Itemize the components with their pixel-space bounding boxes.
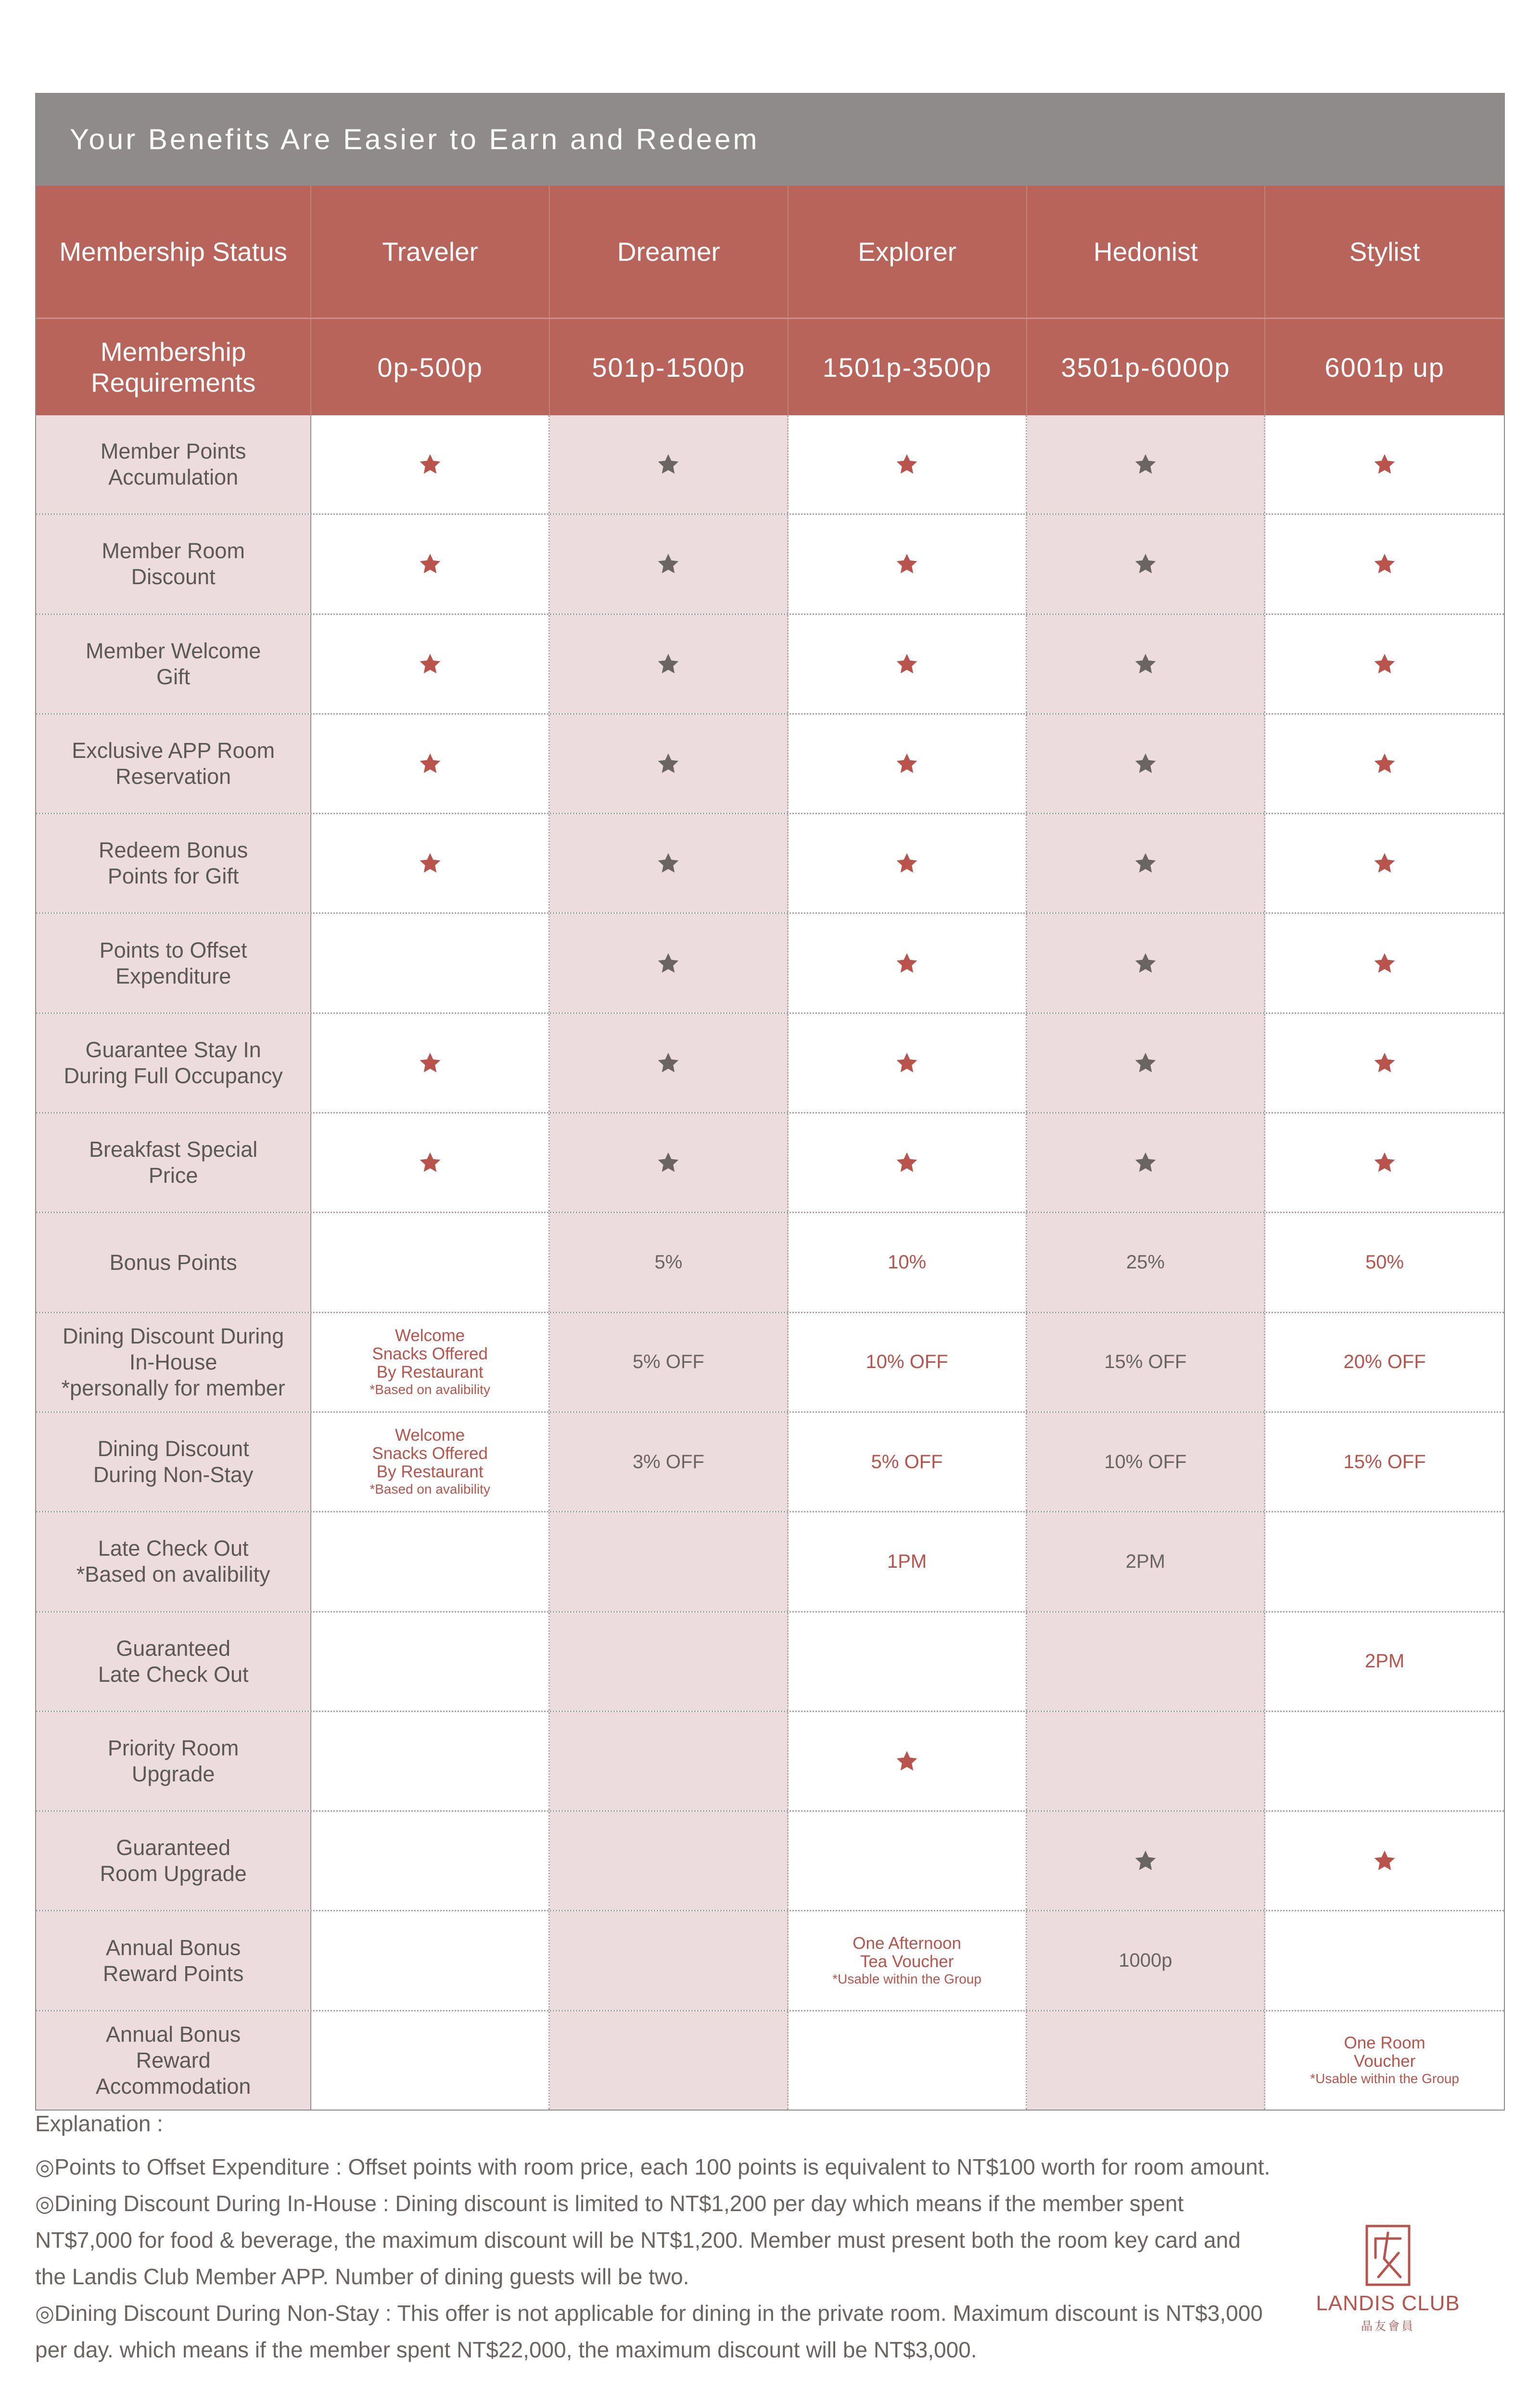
benefit-label: Member Welcome Gift: [36, 615, 311, 713]
benefit-cell-hedonist: [1027, 1413, 1266, 1511]
benefit-row: [36, 1213, 1504, 1313]
benefit-cell-hedonist: [1027, 415, 1266, 513]
star-icon: [1133, 851, 1158, 875]
benefit-cell-stylist: [1265, 914, 1504, 1012]
star-icon: [418, 452, 442, 476]
benefit-cell-dreamer: [550, 1014, 789, 1112]
benefit-value: [1126, 1252, 1165, 1273]
landis-club-logo-icon: [1316, 2224, 1460, 2287]
benefit-row: [36, 914, 1504, 1013]
benefit-cell-hedonist: [1027, 1812, 1266, 1910]
star-icon: [1373, 1051, 1397, 1075]
star-icon: [1133, 452, 1158, 476]
benefit-cell-dreamer: [550, 1512, 789, 1611]
benefit-cell-explorer: [789, 1512, 1027, 1611]
benefit-row: [36, 515, 1504, 614]
benefits-sheet: [35, 93, 1505, 2111]
logo-name: LANDIS CLUB: [1316, 2291, 1460, 2315]
star-icon: [1373, 452, 1397, 476]
landis-club-logo: [1316, 2224, 1460, 2333]
star-icon: [1373, 951, 1397, 975]
requirement-explorer: 1501p-3500p: [789, 319, 1027, 415]
benefit-cell-stylist: [1265, 1313, 1504, 1411]
benefit-cell-dreamer: [550, 814, 789, 912]
benefit-row: [36, 415, 1504, 515]
benefit-label: Breakfast Special Price: [36, 1113, 311, 1212]
explanation: [35, 2105, 1272, 2368]
benefit-cell-dreamer: [550, 1812, 789, 1910]
benefit-value-note: *Based on avalibility: [369, 1382, 490, 1397]
benefit-cell-dreamer: [550, 415, 789, 513]
benefit-value-text: 1PM: [887, 1550, 927, 1572]
benefit-cell-dreamer: [550, 1613, 789, 1711]
benefit-value-text: Welcome Snacks Offered By Restaurant: [372, 1426, 488, 1482]
benefit-value: [633, 1451, 704, 1473]
star-icon: [895, 652, 919, 676]
benefit-value-text: 2PM: [1125, 1550, 1165, 1572]
benefit-cell-hedonist: [1027, 1313, 1266, 1411]
benefit-value: [369, 1426, 490, 1497]
benefit-cell-explorer: [789, 1213, 1027, 1311]
logo-subtitle: 晶友會員: [1361, 2320, 1415, 2333]
membership-status-row: [36, 186, 1504, 319]
star-icon: [1373, 1849, 1397, 1873]
benefit-cell-traveler: [311, 1213, 550, 1311]
explanation-item-dining-in-house: ◎Dining Discount During In-House : Dining discount is limited to NT$1,200 per day which means if the member spent NT$7,000 for food & beverage, the maximum discount will be NT$1,200. Member must present both the room key card and the Landis Club Member APP. Number of dining guests will be two.: [35, 2191, 1241, 2289]
benefit-value: [1365, 1252, 1404, 1273]
star-icon: [895, 1151, 919, 1175]
star-icon: [1133, 1051, 1158, 1075]
benefit-cell-stylist: [1265, 2011, 1504, 2110]
benefit-cell-explorer: [789, 1812, 1027, 1910]
benefit-value: [888, 1252, 926, 1273]
star-icon: [895, 1749, 919, 1773]
star-icon: [418, 1151, 442, 1175]
benefit-row: [36, 1911, 1504, 2011]
membership-status-label: Membership Status: [36, 186, 311, 318]
benefit-cell-hedonist: [1027, 914, 1266, 1012]
benefit-label: Dining Discount During Non-Stay: [36, 1413, 311, 1511]
benefit-cell-hedonist: [1027, 1512, 1266, 1611]
benefit-row: [36, 1712, 1504, 1812]
benefit-value-text: 5% OFF: [632, 1351, 704, 1373]
star-icon: [656, 652, 680, 676]
benefit-row: [36, 1313, 1504, 1413]
benefit-cell-dreamer: [550, 914, 789, 1012]
benefit-row: [36, 615, 1504, 715]
benefit-cell-dreamer: [550, 1213, 789, 1311]
benefit-value-text: 25%: [1126, 1252, 1165, 1273]
benefit-cell-hedonist: [1027, 814, 1266, 912]
benefit-cell-traveler: [311, 615, 550, 713]
benefit-cell-stylist: [1265, 1812, 1504, 1910]
benefit-cell-explorer: [789, 1613, 1027, 1711]
benefit-cell-traveler: [311, 2011, 550, 2110]
benefit-row: [36, 2011, 1504, 2110]
benefit-cell-stylist: [1265, 715, 1504, 813]
benefit-cell-hedonist: [1027, 1113, 1266, 1212]
benefit-cell-explorer: [789, 1911, 1027, 2009]
star-icon: [1133, 752, 1158, 776]
benefit-cell-explorer: [789, 1014, 1027, 1112]
benefit-row: [36, 1613, 1504, 1712]
benefit-value: [832, 1934, 981, 1987]
requirement-traveler: 0p-500p: [311, 319, 550, 415]
explanation-item-dining-non-stay: ◎Dining Discount During Non-Stay : This offer is not applicable for dining in the private room. Maximum discount is NT$3,000 per day. which means if the member spent NT$22,000, the maximum discount will be NT$3,000.: [35, 2301, 1263, 2362]
benefit-value-text: 3% OFF: [632, 1451, 704, 1472]
benefit-cell-dreamer: [550, 1712, 789, 1810]
benefit-cell-stylist: [1265, 1911, 1504, 2009]
benefit-cell-stylist: [1265, 1014, 1504, 1112]
benefit-cell-stylist: [1265, 1113, 1504, 1212]
star-icon: [418, 552, 442, 576]
star-icon: [1373, 652, 1397, 676]
benefit-cell-traveler: [311, 814, 550, 912]
benefit-value: [654, 1252, 682, 1273]
benefit-cell-hedonist: [1027, 1014, 1266, 1112]
star-icon: [656, 1151, 680, 1175]
benefit-cell-explorer: [789, 515, 1027, 613]
benefit-label: Member Room Discount: [36, 515, 311, 613]
benefit-label: Exclusive APP Room Reservation: [36, 715, 311, 813]
star-icon: [418, 851, 442, 875]
benefit-cell-traveler: [311, 1413, 550, 1511]
star-icon: [418, 1051, 442, 1075]
tier-dreamer: Dreamer: [550, 186, 789, 318]
benefit-value-text: 5%: [654, 1252, 683, 1273]
benefit-cell-explorer: [789, 615, 1027, 713]
benefit-value-note: *Usable within the Group: [1310, 2071, 1459, 2086]
benefit-cell-traveler: [311, 1911, 550, 2009]
benefit-cell-explorer: [789, 415, 1027, 513]
star-icon: [1133, 951, 1158, 975]
benefit-cell-traveler: [311, 1113, 550, 1212]
explanation-item-offset: ◎Points to Offset Expenditure : Offset points with room price, each 100 points is equivalent to NT$100 worth for room amount.: [35, 2154, 1271, 2179]
benefit-cell-explorer: [789, 814, 1027, 912]
benefit-cell-traveler: [311, 1712, 550, 1810]
star-icon: [1373, 851, 1397, 875]
benefit-label: Bonus Points: [36, 1213, 311, 1311]
benefit-value: [887, 1551, 927, 1573]
membership-requirements-row: [36, 319, 1504, 415]
star-icon: [895, 1051, 919, 1075]
benefit-cell-traveler: [311, 415, 550, 513]
benefit-label: Guaranteed Late Check Out: [36, 1613, 311, 1711]
tier-hedonist: Hedonist: [1027, 186, 1266, 318]
benefit-value: [1365, 1651, 1404, 1672]
benefit-cell-hedonist: [1027, 615, 1266, 713]
star-icon: [418, 752, 442, 776]
star-icon: [656, 752, 680, 776]
benefit-label: Annual Bonus Reward Accommodation: [36, 2011, 311, 2110]
benefit-value-text: 5% OFF: [871, 1451, 943, 1472]
tier-traveler: Traveler: [311, 186, 550, 318]
tier-stylist: Stylist: [1349, 237, 1420, 267]
benefit-cell-hedonist: [1027, 515, 1266, 613]
explanation-heading: Explanation :: [35, 2111, 163, 2136]
benefit-cell-hedonist: [1027, 1712, 1266, 1810]
benefit-value-text: 15% OFF: [1343, 1451, 1426, 1472]
benefit-cell-explorer: [789, 1712, 1027, 1810]
benefit-cell-hedonist: [1027, 1613, 1266, 1711]
benefit-value-text: 10% OFF: [1104, 1451, 1187, 1472]
benefit-row: [36, 1413, 1504, 1512]
benefit-label: Member Points Accumulation: [36, 415, 311, 513]
star-icon: [1373, 552, 1397, 576]
benefit-label: Redeem Bonus Points for Gift: [36, 814, 311, 912]
benefit-value: [1119, 1950, 1172, 1971]
benefit-value: [871, 1451, 943, 1473]
star-icon: [656, 452, 680, 476]
benefit-rows: [36, 415, 1504, 2110]
benefit-label: Points to Offset Expenditure: [36, 914, 311, 1012]
star-icon: [1373, 1151, 1397, 1175]
benefit-cell-dreamer: [550, 1413, 789, 1511]
star-icon: [1133, 652, 1158, 676]
benefit-cell-traveler: [311, 1613, 550, 1711]
benefit-cell-explorer: [789, 914, 1027, 1012]
benefit-cell-stylist: [1265, 515, 1504, 613]
benefit-row: [36, 715, 1504, 814]
benefit-cell-hedonist: [1027, 2011, 1266, 2110]
benefit-value: [369, 1327, 490, 1398]
benefit-cell-stylist: [1265, 1413, 1504, 1511]
benefit-cell-dreamer: [550, 1113, 789, 1212]
star-icon: [418, 652, 442, 676]
benefits-table: [35, 186, 1505, 2111]
star-icon: [895, 452, 919, 476]
benefit-value-text: One Afternoon Tea Voucher: [853, 1933, 961, 1971]
benefit-cell-hedonist: [1027, 1911, 1266, 2009]
star-icon: [1133, 1849, 1158, 1873]
benefit-cell-dreamer: [550, 1911, 789, 2009]
benefit-cell-stylist: [1265, 415, 1504, 513]
benefit-cell-dreamer: [550, 1313, 789, 1411]
benefit-cell-explorer: [789, 1313, 1027, 1411]
benefit-value-note: *Usable within the Group: [832, 1971, 981, 1986]
star-icon: [895, 851, 919, 875]
benefit-row: [36, 1512, 1504, 1612]
benefit-cell-stylist: [1265, 615, 1504, 713]
star-icon: [1133, 552, 1158, 576]
benefit-value-text: 50%: [1365, 1252, 1404, 1273]
benefit-value-text: 15% OFF: [1104, 1351, 1187, 1373]
benefit-row: [36, 1113, 1504, 1213]
star-icon: [656, 552, 680, 576]
benefit-cell-stylist: [1265, 1613, 1504, 1711]
benefit-cell-stylist: [1265, 1512, 1504, 1611]
benefit-cell-explorer: [789, 1113, 1027, 1212]
benefit-cell-dreamer: [550, 2011, 789, 2110]
benefit-cell-explorer: [789, 2011, 1027, 2110]
benefit-value-text: 10%: [888, 1252, 927, 1273]
requirement-dreamer: 501p-1500p: [550, 319, 789, 415]
benefit-row: [36, 1812, 1504, 1911]
star-icon: [895, 752, 919, 776]
benefit-value-text: One Room Voucher: [1344, 2033, 1425, 2071]
benefit-cell-dreamer: [550, 515, 789, 613]
benefit-cell-stylist: [1265, 1213, 1504, 1311]
header-bar: [35, 93, 1505, 186]
benefit-label: Dining Discount During In-House *personally for member: [36, 1313, 311, 1411]
benefit-cell-stylist: [1265, 814, 1504, 912]
benefit-cell-stylist: [1265, 1712, 1504, 1810]
benefit-value: [1104, 1351, 1186, 1373]
benefit-cell-traveler: [311, 1014, 550, 1112]
star-icon: [656, 851, 680, 875]
benefit-cell-traveler: [311, 914, 550, 1012]
benefit-cell-traveler: [311, 1512, 550, 1611]
star-icon: [1373, 752, 1397, 776]
benefit-label: Guarantee Stay In During Full Occupancy: [36, 1014, 311, 1112]
benefit-cell-traveler: [311, 715, 550, 813]
requirement-stylist: 6001p up: [1324, 352, 1445, 383]
benefit-value-text: Welcome Snacks Offered By Restaurant: [372, 1326, 488, 1382]
star-icon: [656, 951, 680, 975]
benefit-cell-explorer: [789, 715, 1027, 813]
benefit-cell-dreamer: [550, 615, 789, 713]
benefit-label: Late Check Out *Based on avalibility: [36, 1512, 311, 1611]
page-title: Your Benefits Are Easier to Earn and Redeem: [70, 123, 760, 155]
membership-requirements-label: Membership Requirements: [36, 319, 311, 415]
benefit-cell-dreamer: [550, 715, 789, 813]
benefit-row: [36, 814, 1504, 914]
benefit-value: [633, 1351, 704, 1373]
benefit-value: [1344, 1351, 1426, 1373]
benefit-label: Annual Bonus Reward Points: [36, 1911, 311, 2009]
star-icon: [895, 552, 919, 576]
benefit-cell-explorer: [789, 1413, 1027, 1511]
star-icon: [656, 1051, 680, 1075]
benefit-value: [866, 1351, 948, 1373]
benefit-label: Priority Room Upgrade: [36, 1712, 311, 1810]
benefit-cell-traveler: [311, 1812, 550, 1910]
benefit-value-text: 2PM: [1364, 1651, 1405, 1672]
benefit-value: [1126, 1551, 1165, 1573]
benefit-cell-hedonist: [1027, 1213, 1266, 1311]
benefit-label: Guaranteed Room Upgrade: [36, 1812, 311, 1910]
benefit-value: [1310, 2034, 1459, 2087]
benefit-value-text: 10% OFF: [865, 1351, 948, 1373]
benefit-value-note: *Based on avalibility: [369, 1482, 490, 1497]
benefit-value-text: 20% OFF: [1343, 1351, 1426, 1373]
benefit-value-text: 1000p: [1119, 1950, 1172, 1971]
benefit-cell-traveler: [311, 515, 550, 613]
tier-explorer: Explorer: [789, 186, 1027, 318]
star-icon: [1133, 1151, 1158, 1175]
requirement-hedonist: 3501p-6000p: [1027, 319, 1266, 415]
benefit-value: [1104, 1451, 1186, 1473]
benefit-cell-hedonist: [1027, 715, 1266, 813]
benefit-value: [1344, 1451, 1426, 1473]
benefit-row: [36, 1014, 1504, 1113]
star-icon: [895, 951, 919, 975]
benefit-cell-traveler: [311, 1313, 550, 1411]
